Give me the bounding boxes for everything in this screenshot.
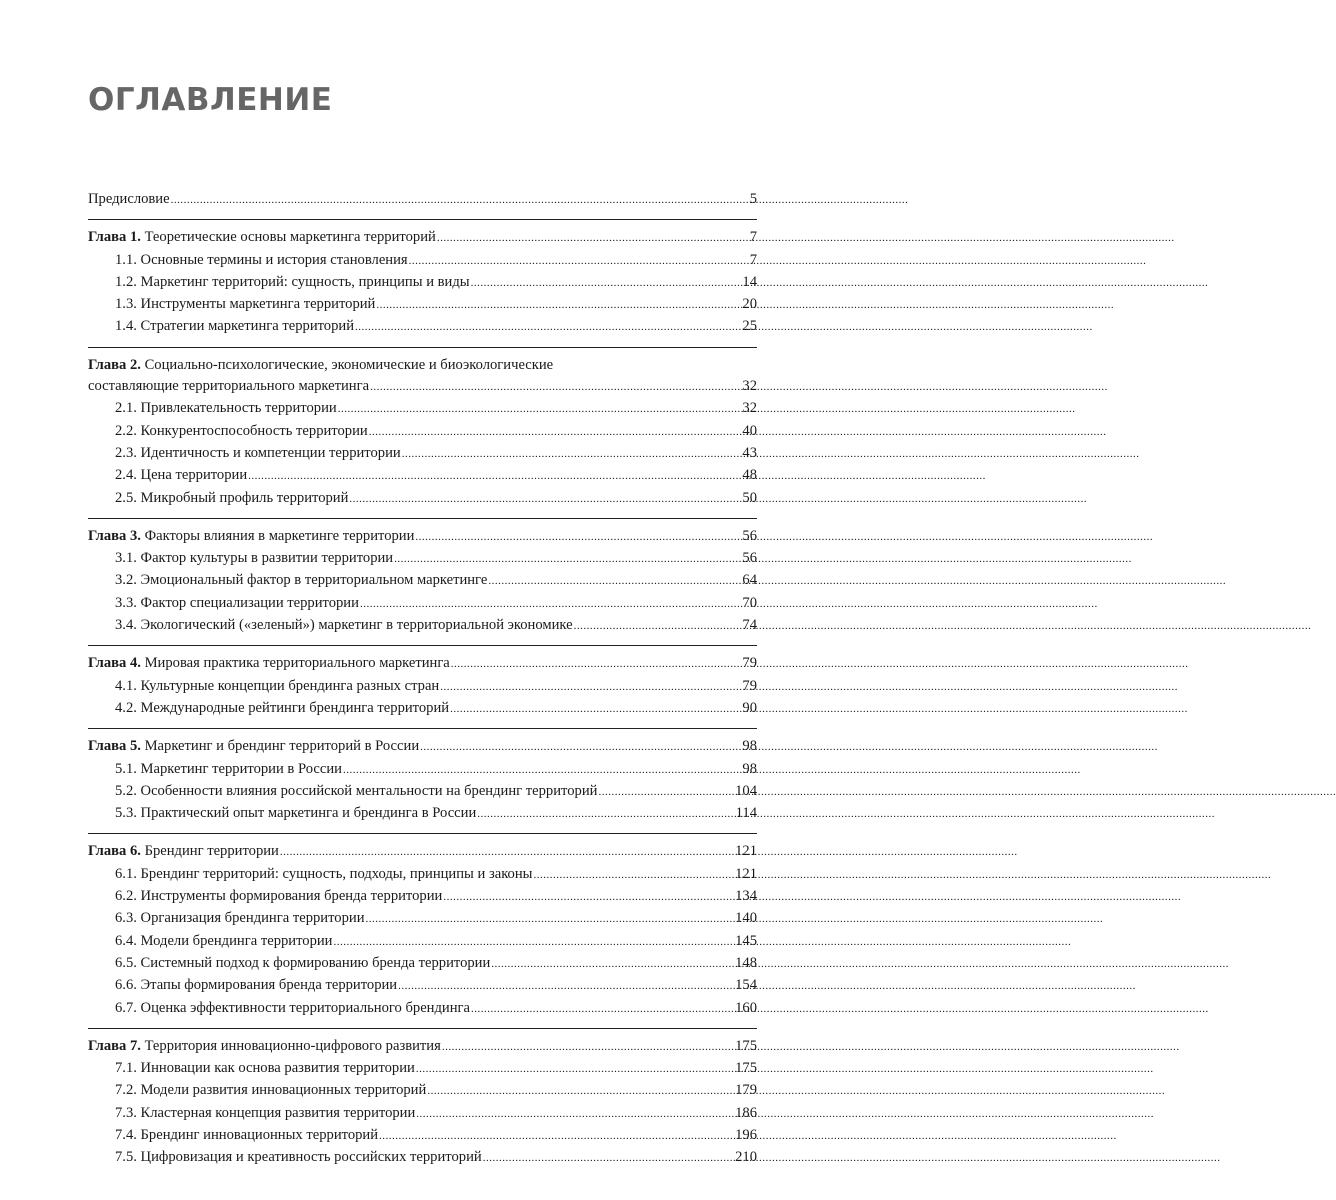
leader-dots bbox=[355, 316, 741, 338]
leader-dots bbox=[171, 189, 749, 211]
toc-chapter-label: Глава 4. bbox=[88, 655, 141, 672]
leader-dots bbox=[440, 676, 741, 698]
leader-dots bbox=[488, 570, 741, 592]
toc-entry-title-wrap bbox=[88, 841, 279, 862]
toc-entry-title: 5.2. Особенности влияния российской ментальности на брендинг территорий bbox=[115, 782, 598, 799]
toc-entry-title: Территория инновационно-цифрового развития bbox=[144, 1037, 441, 1054]
toc-entry-chapter-3[interactable] bbox=[88, 526, 757, 548]
leader-dots bbox=[349, 488, 741, 510]
toc-page-number: 98 bbox=[742, 760, 757, 777]
toc-page-number: 160 bbox=[735, 999, 757, 1016]
toc-entry-title: Маркетинг и брендинг территорий в России bbox=[144, 738, 420, 755]
page-title: ОГЛАВЛЕНИЕ bbox=[88, 82, 333, 118]
toc-entry-section[interactable] bbox=[88, 250, 757, 272]
toc-entry-title: Брендинг территории bbox=[144, 843, 279, 860]
toc-entry-section[interactable] bbox=[88, 421, 757, 443]
toc-page-number: 79 bbox=[742, 677, 757, 694]
toc-page-number: 20 bbox=[742, 296, 757, 313]
leader-dots bbox=[415, 526, 741, 548]
toc-entry-title: Теоретические основы маркетинга территорий bbox=[144, 229, 436, 246]
toc-entry-title: 7.4. Брендинг инновационных территорий bbox=[115, 1126, 379, 1143]
toc-entry-title: составляющие территориального маркетинга bbox=[88, 378, 370, 395]
leader-dots bbox=[338, 398, 742, 420]
toc-entry-title: 6.7. Оценка эффективности территориального брендинга bbox=[115, 999, 470, 1016]
toc-chapter-block bbox=[88, 347, 757, 510]
toc-entry-title: 6.6. Этапы формирования бренда территории bbox=[115, 977, 398, 994]
toc-entry-section[interactable] bbox=[88, 698, 757, 720]
toc-entry-title: Мировая практика территориального маркетинга bbox=[144, 655, 450, 672]
leader-dots bbox=[376, 294, 741, 316]
toc-chapter-block bbox=[88, 645, 757, 720]
toc-entry-title: 2.3. Идентичность и компетенции территории bbox=[115, 444, 401, 461]
toc-page-number: 175 bbox=[735, 1060, 757, 1077]
toc-entry-title-wrap bbox=[88, 653, 450, 674]
toc-chapter-label: Глава 3. bbox=[88, 527, 141, 544]
toc-entry-title: 4.1. Культурные концепции брендинга разных стран bbox=[115, 677, 440, 694]
toc-entry-section[interactable] bbox=[88, 975, 757, 997]
toc-entry-section[interactable] bbox=[88, 1147, 757, 1169]
toc-entry-section[interactable] bbox=[88, 886, 757, 908]
toc-entry-section[interactable] bbox=[88, 398, 757, 420]
toc-page-number: 56 bbox=[742, 550, 757, 567]
toc-entry-title: Социально-психологические, экономические и биоэкологические bbox=[144, 356, 554, 373]
leader-dots bbox=[477, 803, 734, 825]
leader-dots bbox=[360, 593, 741, 615]
toc-entry-section[interactable] bbox=[88, 593, 757, 615]
toc-entry-title: 2.4. Цена территории bbox=[115, 467, 248, 484]
toc-page-number: 175 bbox=[735, 1037, 757, 1054]
toc-chapter-title-line2 bbox=[88, 376, 757, 398]
toc-entry-title: 6.3. Организация брендинга территории bbox=[115, 910, 365, 927]
toc-entry-title: 5.3. Практический опыт маркетинга и брендинга в России bbox=[115, 805, 477, 822]
toc-page-number: 70 bbox=[742, 594, 757, 611]
toc-preface-block bbox=[88, 189, 757, 211]
toc-entry-title: 1.3. Инструменты маркетинга территорий bbox=[115, 296, 376, 313]
toc-chapter-label: Глава 6. bbox=[88, 843, 141, 860]
toc-page-number: 7 bbox=[749, 229, 757, 246]
leader-dots bbox=[442, 1036, 734, 1058]
toc-chapter-title-line1 bbox=[88, 355, 757, 376]
toc-chapter-block bbox=[88, 219, 757, 338]
leader-dots bbox=[471, 272, 742, 294]
leader-dots bbox=[533, 864, 734, 886]
toc-entry-section[interactable] bbox=[88, 759, 757, 781]
toc-entry-section[interactable] bbox=[88, 548, 757, 570]
toc-page-number: 154 bbox=[735, 977, 757, 994]
toc-page-number: 56 bbox=[742, 527, 757, 544]
toc-entry-section[interactable] bbox=[88, 615, 757, 637]
toc-page-number: 43 bbox=[742, 444, 757, 461]
toc-entry-section[interactable] bbox=[88, 316, 757, 338]
toc-page-number: 179 bbox=[735, 1082, 757, 1099]
leader-dots bbox=[334, 931, 735, 953]
toc-entry-preface[interactable] bbox=[88, 189, 757, 211]
leader-dots bbox=[394, 548, 741, 570]
leader-dots bbox=[427, 1080, 734, 1102]
toc-page-number: 14 bbox=[742, 273, 757, 290]
toc-entry-section[interactable] bbox=[88, 953, 757, 975]
toc-entry-section[interactable] bbox=[88, 908, 757, 930]
toc-entry-section[interactable] bbox=[88, 1103, 757, 1125]
leader-dots bbox=[416, 1103, 734, 1125]
toc-entry-chapter-5[interactable] bbox=[88, 736, 757, 758]
toc-page-number: 196 bbox=[735, 1126, 757, 1143]
toc-entry-title: 7.5. Цифровизация и креативность российских территорий bbox=[115, 1149, 482, 1166]
toc-entry-title: 2.2. Конкурентоспособность территории bbox=[115, 422, 368, 439]
leader-dots bbox=[450, 698, 741, 720]
toc-chapter-label: Глава 2. bbox=[88, 356, 141, 373]
toc-chapter-block bbox=[88, 728, 757, 825]
toc-entry-title: 7.1. Инновации как основа развития территории bbox=[115, 1060, 415, 1077]
toc-page-number: 114 bbox=[735, 805, 757, 822]
toc-entry-title: 7.2. Модели развития инновационных территорий bbox=[115, 1082, 427, 1099]
toc-page-number: 145 bbox=[735, 932, 757, 949]
leader-dots bbox=[598, 781, 734, 803]
leader-dots bbox=[437, 227, 749, 249]
toc-entry-section[interactable] bbox=[88, 465, 757, 487]
toc-entry-title: 3.4. Экологический («зеленый») маркетинг в территориальной экономике bbox=[115, 617, 573, 634]
leader-dots bbox=[280, 841, 734, 863]
toc-entry-section[interactable] bbox=[88, 443, 757, 465]
leader-dots bbox=[343, 759, 741, 781]
leader-dots bbox=[409, 250, 749, 272]
toc-entry-title: 6.1. Брендинг территорий: сущность, подходы, принципы и законы bbox=[115, 865, 533, 882]
toc-entry-title: 2.1. Привлекательность территории bbox=[115, 400, 337, 417]
toc-entry-title: 6.2. Инструменты формирования бренда территории bbox=[115, 888, 443, 905]
toc-page-number: 48 bbox=[742, 467, 757, 484]
leader-dots bbox=[483, 1147, 734, 1169]
toc-entry-title: 6.5. Системный подход к формированию бренда территории bbox=[115, 954, 491, 971]
toc-entry-title: Предисловие bbox=[88, 191, 170, 207]
leader-dots bbox=[416, 1058, 734, 1080]
toc-chapter-block bbox=[88, 1028, 757, 1170]
leader-dots bbox=[379, 1125, 734, 1147]
toc-page-number: 25 bbox=[742, 318, 757, 335]
toc-entry-section[interactable] bbox=[88, 1058, 757, 1080]
toc-entry-section[interactable] bbox=[88, 1125, 757, 1147]
toc-entry-section[interactable] bbox=[88, 676, 757, 698]
toc-entry-section[interactable] bbox=[88, 803, 757, 825]
toc-page-number: 64 bbox=[742, 572, 757, 589]
toc-page-number: 98 bbox=[742, 738, 757, 755]
toc-entry-title: 7.3. Кластерная концепция развития территории bbox=[115, 1104, 416, 1121]
leader-dots bbox=[420, 736, 741, 758]
toc-entry-section[interactable] bbox=[88, 488, 757, 510]
toc-entry-section[interactable] bbox=[88, 1080, 757, 1102]
toc-entry-title: 1.2. Маркетинг территорий: сущность, принципы и виды bbox=[115, 273, 470, 290]
leader-dots bbox=[370, 376, 741, 398]
toc-entry-title: 2.5. Микробный профиль территорий bbox=[115, 489, 349, 506]
toc-chapter-block bbox=[88, 833, 757, 1019]
toc-entry-chapter-2[interactable] bbox=[88, 355, 757, 399]
toc-entry-section[interactable] bbox=[88, 570, 757, 592]
toc-chapter-label: Глава 1. bbox=[88, 229, 141, 246]
toc-entry-title: 4.2. Международные рейтинги брендинга территорий bbox=[115, 699, 450, 716]
toc-entry-title: 6.4. Модели брендинга территории bbox=[115, 932, 333, 949]
toc-chapter-label: Глава 7. bbox=[88, 1037, 141, 1054]
toc-page-number: 50 bbox=[742, 489, 757, 506]
toc-entry-title-wrap bbox=[88, 227, 436, 248]
toc-page-number: 210 bbox=[735, 1149, 757, 1166]
toc-entry-title: 3.2. Эмоциональный фактор в территориальном маркетинге bbox=[115, 572, 488, 589]
leader-dots bbox=[451, 653, 742, 675]
toc-page-number: 40 bbox=[742, 422, 757, 439]
toc-entry-title: 5.1. Маркетинг территории в России bbox=[115, 760, 342, 777]
toc-entry-section[interactable] bbox=[88, 931, 757, 953]
toc-page-number: 104 bbox=[735, 782, 757, 799]
toc-entry-title: 3.1. Фактор культуры в развитии территории bbox=[115, 550, 394, 567]
toc-page-number: 186 bbox=[735, 1104, 757, 1121]
leader-dots bbox=[491, 953, 734, 975]
toc-page-number: 121 bbox=[735, 865, 757, 882]
toc-entry-title-wrap bbox=[88, 736, 419, 757]
toc-entry-title-wrap bbox=[88, 1036, 441, 1057]
toc-page-number: 5 bbox=[749, 191, 757, 207]
toc-entry-section[interactable] bbox=[88, 864, 757, 886]
leader-dots bbox=[366, 908, 735, 930]
leader-dots bbox=[471, 998, 734, 1020]
toc-entry-chapter-6[interactable] bbox=[88, 841, 757, 863]
toc-entry-title: 3.3. Фактор специализации территории bbox=[115, 594, 359, 611]
toc-entry-chapter-7[interactable] bbox=[88, 1036, 757, 1058]
toc-entry-chapter-1[interactable] bbox=[88, 227, 757, 249]
toc-page-number: 134 bbox=[735, 888, 757, 905]
leader-dots bbox=[398, 975, 734, 997]
toc-entry-title-wrap bbox=[88, 526, 414, 547]
toc-entry-section[interactable] bbox=[88, 781, 757, 803]
toc-entry-chapter-4[interactable] bbox=[88, 653, 757, 675]
toc-page-number: 7 bbox=[749, 251, 757, 268]
toc-page-number: 79 bbox=[742, 655, 757, 672]
toc-page-number: 74 bbox=[742, 617, 757, 634]
toc-chapters bbox=[88, 219, 757, 1169]
leader-dots bbox=[443, 886, 734, 908]
toc-page-number: 140 bbox=[735, 910, 757, 927]
toc-chapter-block bbox=[88, 518, 757, 637]
toc-page-number: 121 bbox=[735, 843, 757, 860]
toc-entry-title: 1.4. Стратегии маркетинга территорий bbox=[115, 318, 355, 335]
leader-dots bbox=[402, 443, 742, 465]
toc-entry-title: Факторы влияния в маркетинге территории bbox=[144, 527, 415, 544]
toc-page-number: 148 bbox=[735, 954, 757, 971]
toc-entry-section[interactable] bbox=[88, 294, 757, 316]
leader-dots bbox=[248, 465, 741, 487]
leader-dots bbox=[369, 421, 742, 443]
table-of-contents bbox=[88, 189, 757, 1170]
leader-dots bbox=[574, 615, 742, 637]
toc-entry-section[interactable] bbox=[88, 272, 757, 294]
toc-entry-section[interactable] bbox=[88, 998, 757, 1020]
toc-page-number: 32 bbox=[742, 378, 757, 395]
toc-page-number: 90 bbox=[742, 699, 757, 716]
toc-chapter-label: Глава 5. bbox=[88, 738, 141, 755]
toc-page-number: 32 bbox=[742, 400, 757, 417]
toc-entry-title: 1.1. Основные термины и история становления bbox=[115, 251, 408, 268]
